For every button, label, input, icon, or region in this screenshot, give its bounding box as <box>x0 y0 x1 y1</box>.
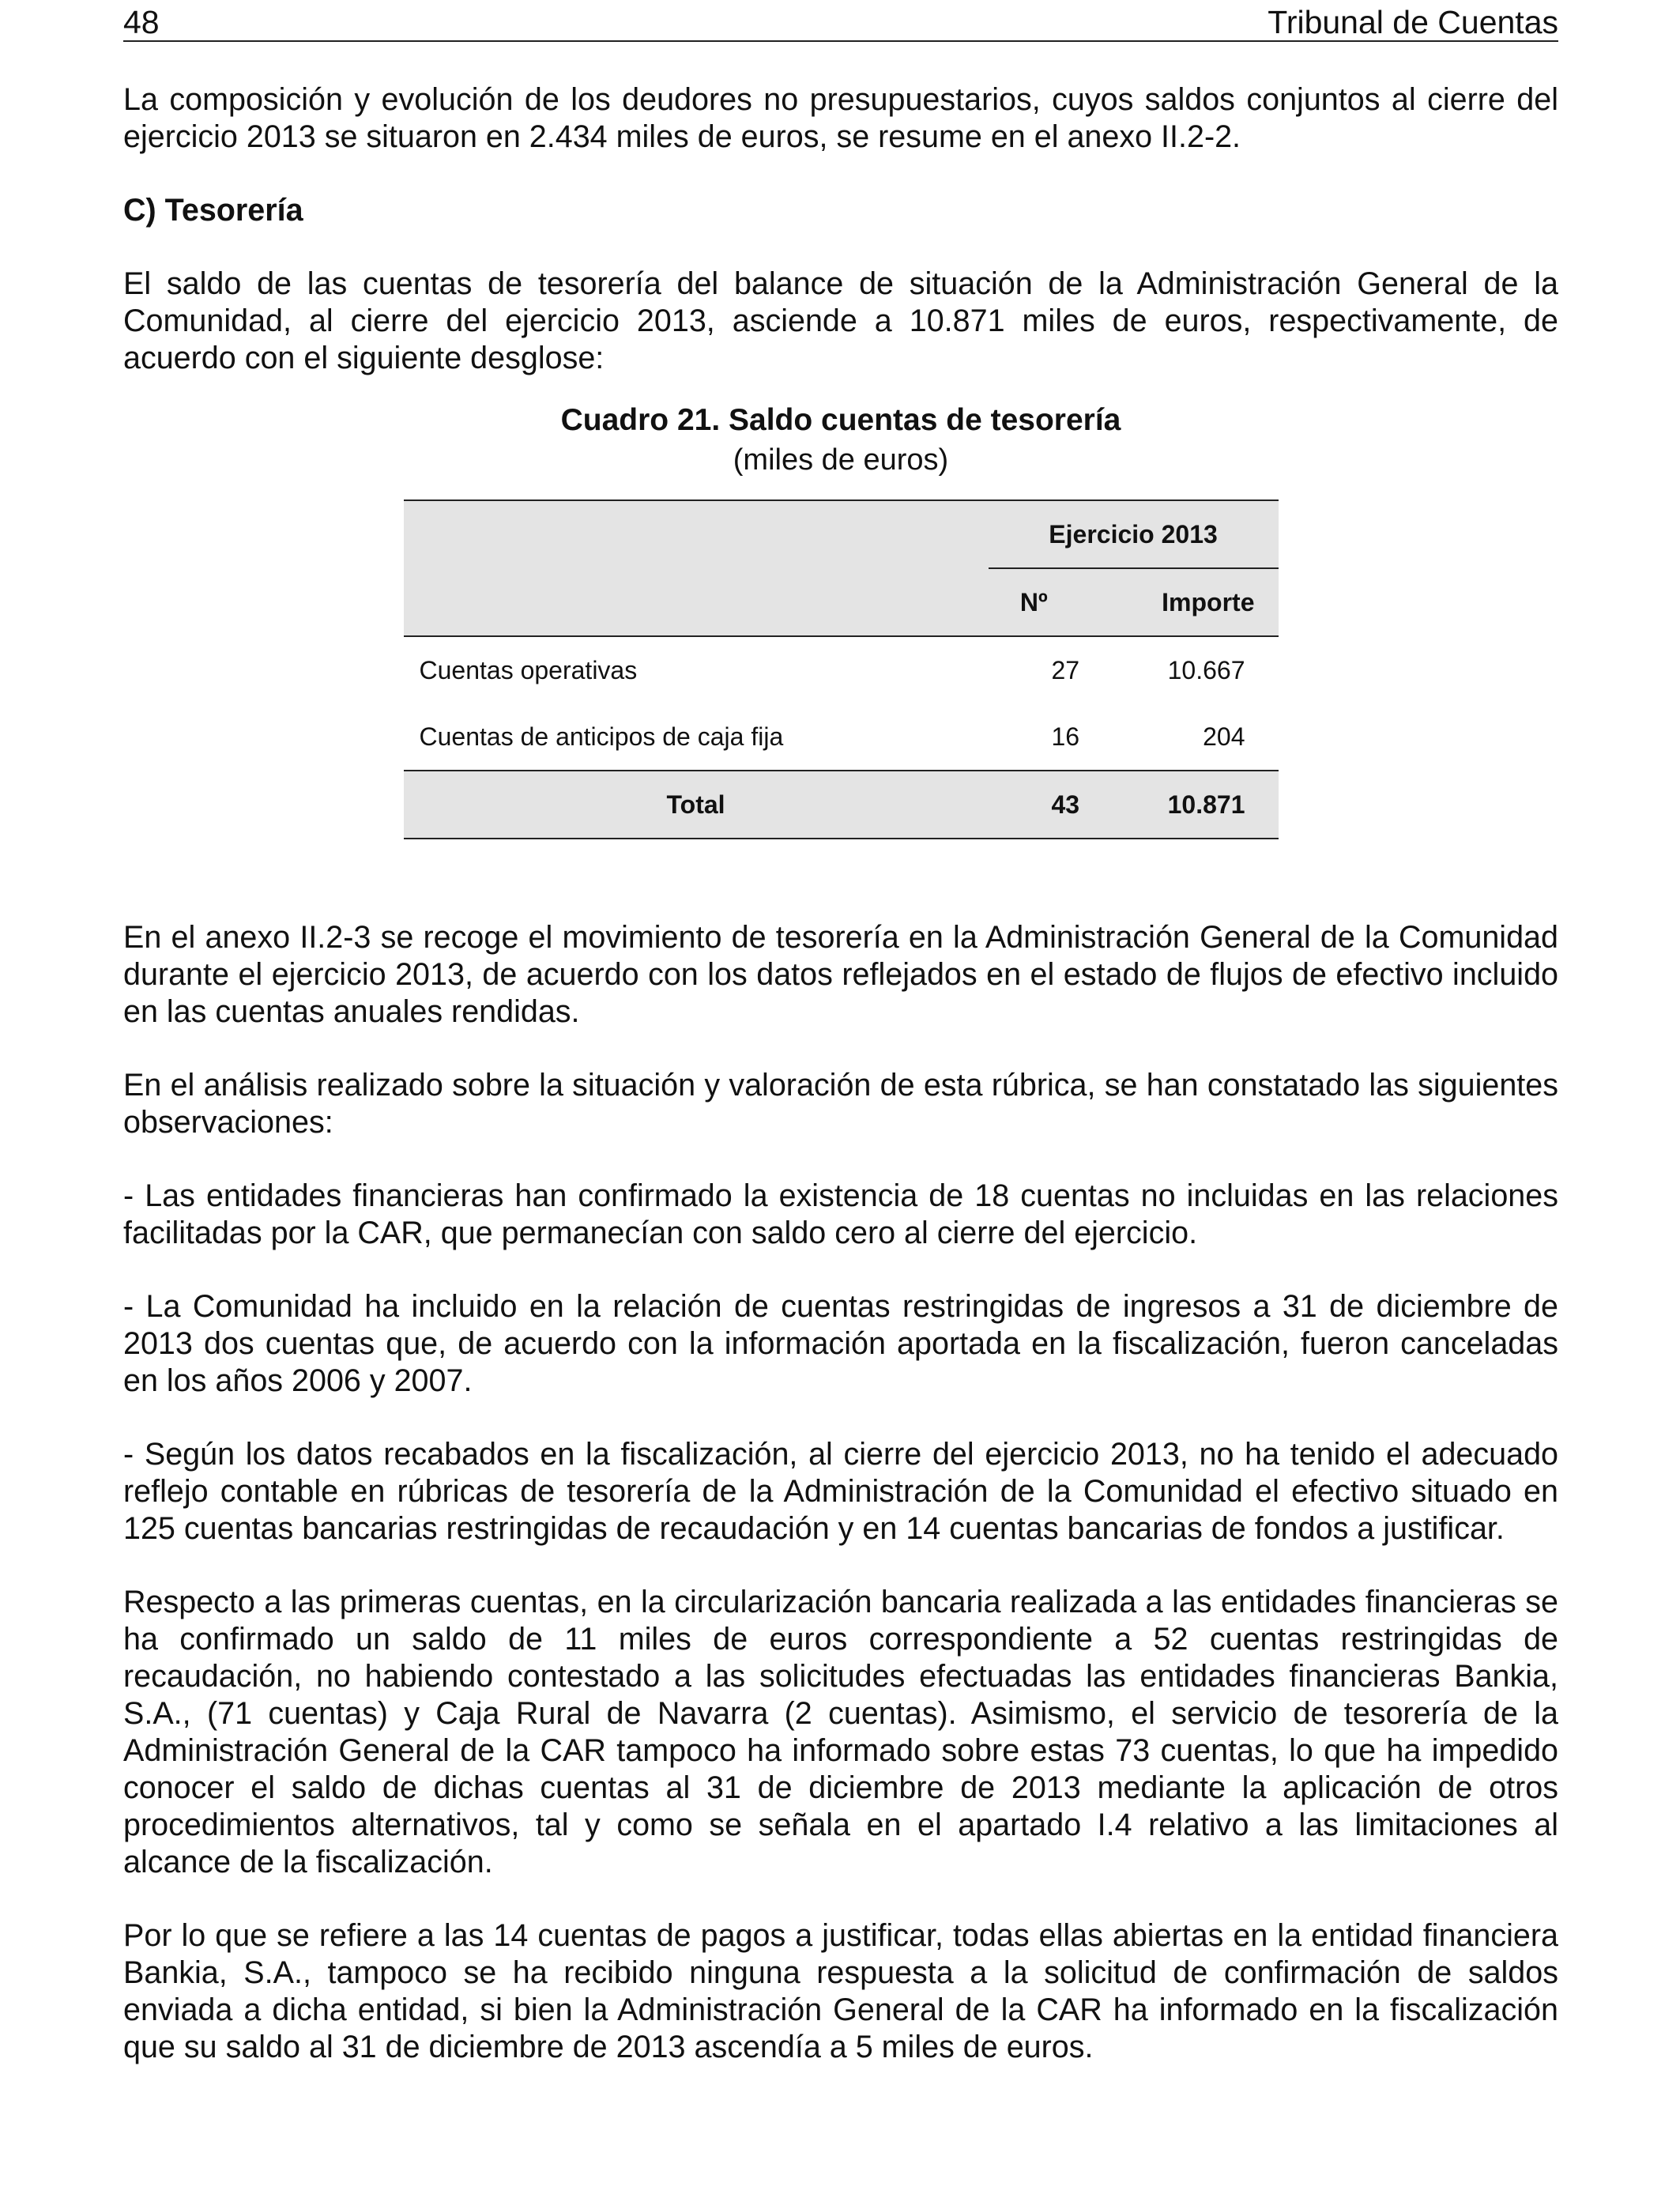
row-importe: 10.667 <box>1079 636 1278 703</box>
table-row <box>404 703 1279 771</box>
column-header-importe: Importe <box>1162 587 1255 616</box>
row-n: 16 <box>1051 722 1080 751</box>
row-importe: 204 <box>1203 722 1245 751</box>
group-header-ejercicio: Ejercicio 2013 <box>989 500 1279 568</box>
table-title: Cuadro 21. Saldo cuentas de tesorería <box>560 403 1121 437</box>
section-heading-tesoreria: C) Tesorería <box>123 193 303 228</box>
total-label: Total <box>404 771 989 839</box>
paragraph-observacion-3: - Según los datos recabados en la fiscalización, al cierre del ejercicio 2013, no ha tenido el adecuado reflejo contable en rúbricas de tesorería de la Administración de la Comunidad el efectivo situado en 125 cuentas bancarias restringidas de recaudación y en 14 cuentas bancarias de fondos a justificar. <box>123 1437 1558 1546</box>
paragraph-anexo: En el anexo II.2-3 se recoge el movimiento de tesorería en la Administración General de la Comunidad durante el ejercicio 2013, de acuerdo con los datos reflejados en el estado de flujos de efectivo incluido en las cuentas anuales rendidas. <box>123 920 1558 1029</box>
paragraph-observacion-2: - La Comunidad ha incluido en la relación de cuentas restringidas de ingresos a 31 de diciembre de 2013 dos cuentas que, de acuerdo con la información aportada en la fiscalización, fueron canceladas en los años 2006 y 2007. <box>123 1289 1558 1398</box>
treasury-table <box>404 499 1279 839</box>
row-label: Cuentas operativas <box>404 636 989 703</box>
page-number: 48 <box>123 4 160 40</box>
row-label: Cuentas de anticipos de caja fija <box>419 722 784 751</box>
page-header <box>123 0 1558 42</box>
paragraph-pagos-justificar: Por lo que se refiere a las 14 cuentas de pagos a justificar, todas ellas abiertas en la entidad financiera Bankia, S.A., tampoco se ha recibido ninguna respuesta a la solicitud de confirmación de saldos enviada a dicha entidad, si bien la Administración General de la CAR ha informado en la fiscalización que su saldo al 31 de diciembre de 2013 ascendía a 5 miles de euros. <box>123 1918 1558 2064</box>
row-n: 27 <box>989 636 1079 703</box>
total-n: 43 <box>989 771 1079 839</box>
document-body <box>123 81 1558 2102</box>
table-header-row <box>404 500 1279 568</box>
column-header-n: Nº <box>1019 587 1048 616</box>
paragraph-analisis: En el análisis realizado sobre la situación y valoración de esta rúbrica, se han constatado las siguientes observaciones: <box>123 1068 1558 1140</box>
total-importe: 10.871 <box>1079 771 1278 839</box>
header-institution: Tribunal de Cuentas <box>1268 4 1558 40</box>
paragraph-observacion-1: - Las entidades financieras han confirmado la existencia de 18 cuentas no incluidas en las relaciones facilitadas por la CAR, que permanecían con saldo cero al cierre del ejercicio. <box>123 1178 1558 1250</box>
table-total-row <box>404 771 1279 839</box>
empty-header-cell <box>404 500 989 636</box>
paragraph-primeras-cuentas: Respecto a las primeras cuentas, en la circularización bancaria realizada a las entidades financieras se ha confirmado un saldo de 11 miles de euros correspondiente a 52 cuentas restringidas de recaudación, no habiendo contestado a las solicitudes efectuadas las entidades financieras Bankia, S.A., (71 cuentas) y Caja Rural de Navarra (2 cuentas). Asimismo, el servicio de tesorería de la Administración General de la CAR tampoco ha informado sobre estas 73 cuentas, lo que ha impedido conocer el saldo de dichas cuentas al 31 de diciembre de 2013 mediante la aplicación de otros procedimientos alternativos, tal y como se señala en el apartado I.4 relativo a las limitaciones al alcance de la fiscalización. <box>123 1585 1558 1879</box>
paragraph-deudores: La composición y evolución de los deudores no presupuestarios, cuyos saldos conjuntos al cierre del ejercicio 2013 se situaron en 2.434 miles de euros, se resume en el anexo II.2-2. <box>123 82 1558 154</box>
paragraph-saldo-tesoreria: El saldo de las cuentas de tesorería del balance de situación de la Administración General de la Comunidad, al cierre del ejercicio 2013, asciende a 10.871 miles de euros, respectivamente, de acuerdo con el siguiente desglose: <box>123 266 1558 375</box>
table-row <box>404 636 1279 703</box>
table-units: (miles de euros) <box>733 443 949 477</box>
